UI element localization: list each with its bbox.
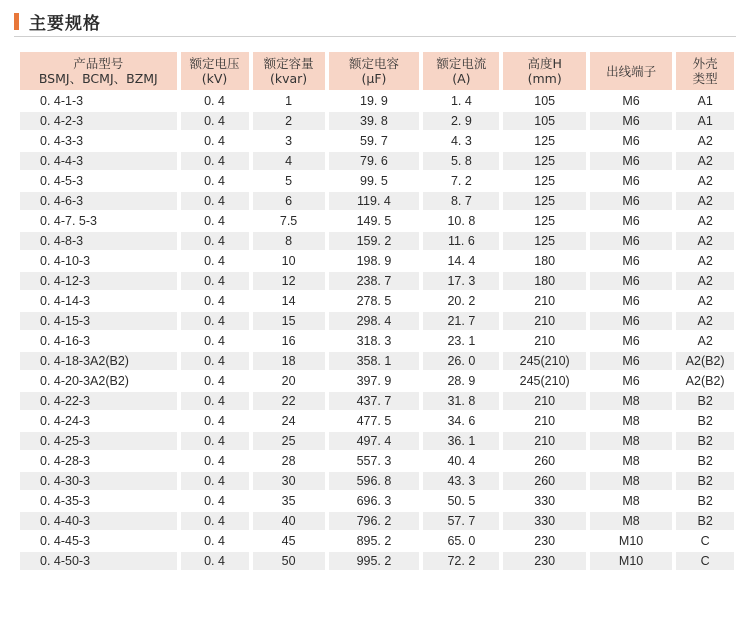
cell-height: 125 (503, 132, 585, 150)
header-capacity: 额定容量 (kvar) (253, 52, 325, 90)
cell-terminal: M8 (590, 472, 672, 490)
cell-height: 125 (503, 192, 585, 210)
cell-model: 0. 4-5-3 (20, 172, 177, 190)
table-row (20, 192, 734, 210)
cell-capacity: 20 (253, 372, 325, 390)
cell-voltage: 0. 4 (181, 532, 249, 550)
cell-terminal: M6 (590, 312, 672, 330)
cell-current: 65. 0 (423, 532, 499, 550)
cell-terminal: M6 (590, 152, 672, 170)
cell-terminal: M6 (590, 272, 672, 290)
cell-voltage: 0. 4 (181, 432, 249, 450)
cell-terminal: M6 (590, 352, 672, 370)
cell-case-type: A2(B2) (676, 352, 734, 370)
header-height: 高度H (mm) (503, 52, 585, 90)
cell-case-type: A2 (676, 292, 734, 310)
table-row (20, 132, 734, 150)
header-terminal: 出线端子 (590, 52, 672, 90)
header-voltage: 额定电压 (kV) (181, 52, 249, 90)
cell-height: 330 (503, 492, 585, 510)
cell-case-type: A1 (676, 112, 734, 130)
table-row (20, 232, 734, 250)
table-row (20, 552, 734, 570)
cell-height: 245(210) (503, 352, 585, 370)
cell-capacitance: 278. 5 (329, 292, 420, 310)
cell-terminal: M6 (590, 232, 672, 250)
cell-current: 23. 1 (423, 332, 499, 350)
cell-case-type: B2 (676, 452, 734, 470)
cell-case-type: C (676, 552, 734, 570)
cell-height: 210 (503, 332, 585, 350)
header-capacitance: 额定电容 (μF) (329, 52, 420, 90)
cell-capacitance: 79. 6 (329, 152, 420, 170)
cell-height: 210 (503, 392, 585, 410)
cell-model: 0. 4-20-3A2(B2) (20, 372, 177, 390)
cell-terminal: M8 (590, 392, 672, 410)
cell-capacitance: 895. 2 (329, 532, 420, 550)
cell-current: 34. 6 (423, 412, 499, 430)
cell-current: 20. 2 (423, 292, 499, 310)
cell-height: 245(210) (503, 372, 585, 390)
cell-voltage: 0. 4 (181, 512, 249, 530)
cell-voltage: 0. 4 (181, 452, 249, 470)
cell-voltage: 0. 4 (181, 552, 249, 570)
cell-case-type: A2 (676, 212, 734, 230)
cell-voltage: 0. 4 (181, 352, 249, 370)
cell-capacitance: 437. 7 (329, 392, 420, 410)
cell-case-type: B2 (676, 392, 734, 410)
cell-terminal: M6 (590, 132, 672, 150)
cell-model: 0. 4-6-3 (20, 192, 177, 210)
cell-height: 260 (503, 472, 585, 490)
cell-capacitance: 557. 3 (329, 452, 420, 470)
cell-height: 180 (503, 272, 585, 290)
cell-current: 40. 4 (423, 452, 499, 470)
cell-capacitance: 796. 2 (329, 512, 420, 530)
cell-current: 11. 6 (423, 232, 499, 250)
table-row (20, 332, 734, 350)
cell-current: 14. 4 (423, 252, 499, 270)
cell-capacitance: 198. 9 (329, 252, 420, 270)
cell-terminal: M6 (590, 112, 672, 130)
cell-model: 0. 4-50-3 (20, 552, 177, 570)
cell-capacity: 12 (253, 272, 325, 290)
table-row (20, 92, 734, 110)
cell-voltage: 0. 4 (181, 312, 249, 330)
cell-capacitance: 59. 7 (329, 132, 420, 150)
cell-capacitance: 159. 2 (329, 232, 420, 250)
table-row (20, 532, 734, 550)
cell-case-type: A2 (676, 172, 734, 190)
cell-model: 0. 4-1-3 (20, 92, 177, 110)
cell-height: 230 (503, 532, 585, 550)
cell-current: 17. 3 (423, 272, 499, 290)
cell-capacitance: 298. 4 (329, 312, 420, 330)
cell-capacitance: 477. 5 (329, 412, 420, 430)
cell-capacitance: 596. 8 (329, 472, 420, 490)
table-row (20, 272, 734, 290)
cell-voltage: 0. 4 (181, 132, 249, 150)
cell-height: 125 (503, 172, 585, 190)
cell-capacitance: 99. 5 (329, 172, 420, 190)
cell-capacity: 16 (253, 332, 325, 350)
cell-voltage: 0. 4 (181, 412, 249, 430)
cell-current: 2. 9 (423, 112, 499, 130)
header-current: 额定电流 (A) (423, 52, 499, 90)
cell-capacitance: 497. 4 (329, 432, 420, 450)
table-row (20, 152, 734, 170)
table-row (20, 172, 734, 190)
cell-capacity: 30 (253, 472, 325, 490)
cell-case-type: B2 (676, 492, 734, 510)
table-row (20, 292, 734, 310)
title-divider (14, 36, 736, 37)
cell-current: 10. 8 (423, 212, 499, 230)
cell-case-type: A2 (676, 312, 734, 330)
cell-model: 0. 4-10-3 (20, 252, 177, 270)
cell-current: 50. 5 (423, 492, 499, 510)
table-row (20, 472, 734, 490)
cell-height: 105 (503, 112, 585, 130)
cell-case-type: A2 (676, 152, 734, 170)
table-row (20, 252, 734, 270)
cell-height: 105 (503, 92, 585, 110)
cell-case-type: A2(B2) (676, 372, 734, 390)
cell-voltage: 0. 4 (181, 172, 249, 190)
cell-voltage: 0. 4 (181, 92, 249, 110)
cell-case-type: A2 (676, 272, 734, 290)
cell-model: 0. 4-7. 5-3 (20, 212, 177, 230)
table-header-row (20, 52, 734, 90)
cell-model: 0. 4-30-3 (20, 472, 177, 490)
table-row (20, 212, 734, 230)
cell-terminal: M8 (590, 492, 672, 510)
cell-current: 36. 1 (423, 432, 499, 450)
cell-terminal: M6 (590, 372, 672, 390)
cell-capacitance: 39. 8 (329, 112, 420, 130)
cell-terminal: M6 (590, 332, 672, 350)
cell-case-type: B2 (676, 432, 734, 450)
cell-case-type: A2 (676, 132, 734, 150)
cell-case-type: B2 (676, 512, 734, 530)
table-row (20, 392, 734, 410)
table-row (20, 512, 734, 530)
cell-voltage: 0. 4 (181, 192, 249, 210)
cell-case-type: B2 (676, 472, 734, 490)
table-row (20, 312, 734, 330)
table-row (20, 432, 734, 450)
cell-voltage: 0. 4 (181, 252, 249, 270)
cell-capacitance: 358. 1 (329, 352, 420, 370)
cell-capacitance: 119. 4 (329, 192, 420, 210)
title-accent-bar (14, 13, 19, 30)
cell-terminal: M6 (590, 172, 672, 190)
cell-current: 26. 0 (423, 352, 499, 370)
cell-height: 210 (503, 292, 585, 310)
cell-case-type: A2 (676, 252, 734, 270)
cell-model: 0. 4-28-3 (20, 452, 177, 470)
cell-capacitance: 995. 2 (329, 552, 420, 570)
cell-voltage: 0. 4 (181, 332, 249, 350)
cell-height: 125 (503, 212, 585, 230)
cell-capacity: 14 (253, 292, 325, 310)
cell-terminal: M6 (590, 252, 672, 270)
table-row (20, 412, 734, 430)
cell-terminal: M10 (590, 552, 672, 570)
cell-capacity: 5 (253, 172, 325, 190)
cell-model: 0. 4-2-3 (20, 112, 177, 130)
cell-capacity: 10 (253, 252, 325, 270)
cell-capacity: 28 (253, 452, 325, 470)
cell-model: 0. 4-4-3 (20, 152, 177, 170)
cell-terminal: M10 (590, 532, 672, 550)
cell-capacitance: 397. 9 (329, 372, 420, 390)
cell-model: 0. 4-45-3 (20, 532, 177, 550)
cell-terminal: M6 (590, 212, 672, 230)
cell-current: 43. 3 (423, 472, 499, 490)
cell-capacity: 2 (253, 112, 325, 130)
cell-case-type: A1 (676, 92, 734, 110)
cell-case-type: C (676, 532, 734, 550)
cell-capacitance: 149. 5 (329, 212, 420, 230)
section-title: 主要规格 (29, 13, 101, 34)
cell-capacity: 1 (253, 92, 325, 110)
cell-current: 31. 8 (423, 392, 499, 410)
cell-voltage: 0. 4 (181, 392, 249, 410)
cell-voltage: 0. 4 (181, 112, 249, 130)
table-row (20, 452, 734, 470)
cell-case-type: A2 (676, 192, 734, 210)
cell-model: 0. 4-24-3 (20, 412, 177, 430)
cell-capacity: 6 (253, 192, 325, 210)
table-row (20, 372, 734, 390)
cell-capacitance: 238. 7 (329, 272, 420, 290)
cell-current: 1. 4 (423, 92, 499, 110)
cell-model: 0. 4-15-3 (20, 312, 177, 330)
cell-current: 72. 2 (423, 552, 499, 570)
section-header (14, 6, 736, 36)
cell-capacity: 22 (253, 392, 325, 410)
cell-voltage: 0. 4 (181, 492, 249, 510)
spec-table (16, 50, 738, 572)
cell-capacity: 25 (253, 432, 325, 450)
cell-voltage: 0. 4 (181, 372, 249, 390)
cell-terminal: M8 (590, 412, 672, 430)
cell-model: 0. 4-35-3 (20, 492, 177, 510)
header-model: 产品型号 BSMJ、BCMJ、BZMJ (20, 52, 177, 90)
cell-model: 0. 4-40-3 (20, 512, 177, 530)
cell-current: 57. 7 (423, 512, 499, 530)
cell-voltage: 0. 4 (181, 152, 249, 170)
cell-voltage: 0. 4 (181, 272, 249, 290)
cell-terminal: M8 (590, 432, 672, 450)
cell-terminal: M8 (590, 512, 672, 530)
cell-capacitance: 19. 9 (329, 92, 420, 110)
cell-voltage: 0. 4 (181, 292, 249, 310)
cell-height: 230 (503, 552, 585, 570)
cell-model: 0. 4-3-3 (20, 132, 177, 150)
cell-height: 210 (503, 412, 585, 430)
cell-current: 28. 9 (423, 372, 499, 390)
cell-height: 125 (503, 152, 585, 170)
cell-capacity: 4 (253, 152, 325, 170)
cell-capacity: 18 (253, 352, 325, 370)
cell-capacitance: 696. 3 (329, 492, 420, 510)
table-row (20, 112, 734, 130)
table-row (20, 352, 734, 370)
cell-capacity: 45 (253, 532, 325, 550)
table-body (20, 92, 734, 570)
cell-terminal: M6 (590, 292, 672, 310)
cell-case-type: B2 (676, 412, 734, 430)
cell-terminal: M8 (590, 452, 672, 470)
cell-model: 0. 4-16-3 (20, 332, 177, 350)
cell-capacity: 7.5 (253, 212, 325, 230)
cell-capacity: 35 (253, 492, 325, 510)
cell-model: 0. 4-12-3 (20, 272, 177, 290)
cell-voltage: 0. 4 (181, 232, 249, 250)
cell-height: 260 (503, 452, 585, 470)
cell-current: 7. 2 (423, 172, 499, 190)
cell-capacity: 15 (253, 312, 325, 330)
header-case-type: 外壳 类型 (676, 52, 734, 90)
cell-model: 0. 4-18-3A2(B2) (20, 352, 177, 370)
cell-terminal: M6 (590, 192, 672, 210)
cell-height: 210 (503, 312, 585, 330)
cell-height: 125 (503, 232, 585, 250)
cell-capacitance: 318. 3 (329, 332, 420, 350)
cell-model: 0. 4-14-3 (20, 292, 177, 310)
cell-model: 0. 4-22-3 (20, 392, 177, 410)
cell-capacity: 8 (253, 232, 325, 250)
cell-current: 21. 7 (423, 312, 499, 330)
cell-height: 210 (503, 432, 585, 450)
cell-capacity: 24 (253, 412, 325, 430)
cell-capacity: 3 (253, 132, 325, 150)
cell-height: 180 (503, 252, 585, 270)
cell-model: 0. 4-25-3 (20, 432, 177, 450)
cell-model: 0. 4-8-3 (20, 232, 177, 250)
cell-capacity: 50 (253, 552, 325, 570)
cell-height: 330 (503, 512, 585, 530)
table-row (20, 492, 734, 510)
cell-current: 5. 8 (423, 152, 499, 170)
cell-current: 4. 3 (423, 132, 499, 150)
cell-voltage: 0. 4 (181, 212, 249, 230)
cell-current: 8. 7 (423, 192, 499, 210)
cell-capacity: 40 (253, 512, 325, 530)
cell-case-type: A2 (676, 332, 734, 350)
cell-case-type: A2 (676, 232, 734, 250)
cell-voltage: 0. 4 (181, 472, 249, 490)
cell-terminal: M6 (590, 92, 672, 110)
